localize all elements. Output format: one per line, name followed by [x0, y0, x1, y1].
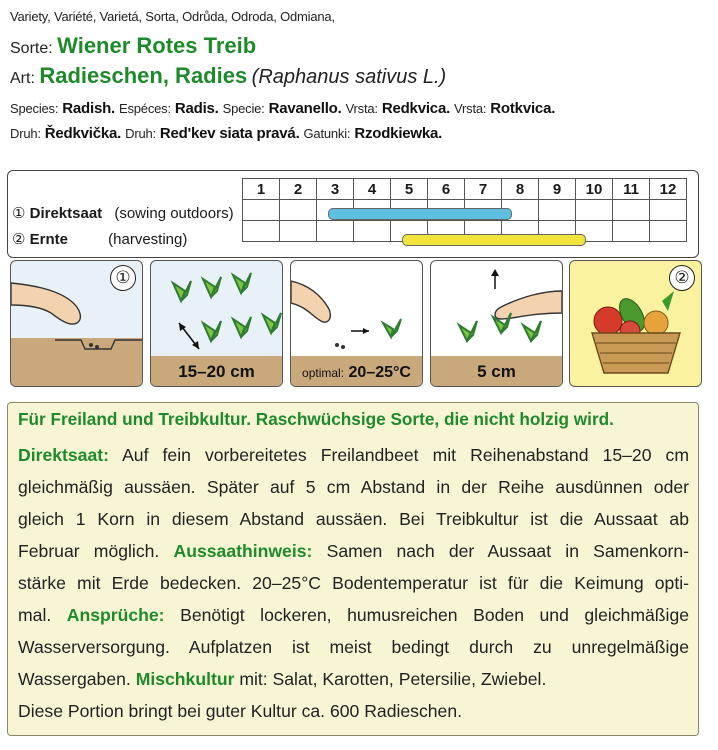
druh-value: Rzodkiewka.	[354, 125, 443, 142]
species-value: Radis.	[174, 100, 219, 117]
druh-line	[10, 125, 442, 142]
description-line: gleichmäßig aussäen. Später auf 5 cm Abstand in der Reihe ausdünnen oder	[18, 477, 689, 497]
step-harvest-panel	[569, 260, 702, 387]
art-latin: (Raphanus sativus L.)	[251, 66, 447, 88]
art-value: Radieschen, Radies	[39, 63, 248, 88]
row-name: Direktsaat	[29, 205, 103, 222]
species-line	[10, 100, 555, 117]
description-line: Diese Portion bringt bei guter Kultur ca. 600 Radieschen.	[18, 701, 463, 721]
section-label-direktsaat: Direktsaat:	[18, 445, 109, 465]
thinning-caption: 5 cm	[477, 362, 516, 381]
month-header-row	[243, 179, 687, 200]
sowing-calendar	[7, 170, 699, 258]
sorte-value: Wiener Rotes Treib	[57, 33, 257, 58]
section-label-mischkultur: Mischkultur	[135, 669, 235, 689]
harvest-row-label	[12, 230, 187, 248]
druh-label: Druh:	[10, 126, 41, 141]
row-note: (harvesting)	[108, 231, 188, 248]
sorte-line	[10, 33, 256, 59]
druh-value: Ředkvička.	[44, 125, 122, 142]
variety-languages: Variety, Variété, Varietá, Sorta, Odrůda, Odroda, Odmiana,	[10, 9, 335, 24]
step-thinning-panel	[430, 260, 563, 387]
section-label-aussaathinweis: Aussaathinweis:	[173, 541, 313, 561]
row-name: Ernte	[29, 231, 68, 248]
section-label-ansprueche: Ansprüche:	[66, 605, 165, 625]
druh-label: Druh:	[125, 126, 156, 141]
month-cell: 12	[650, 179, 687, 200]
druh-value: Red'kev siata pravá.	[159, 125, 300, 142]
row-note: (sowing outdoors)	[114, 205, 234, 222]
row-number: ②	[12, 231, 26, 248]
temperature-value: 20–25°C	[348, 364, 411, 381]
step-temperature-panel	[290, 260, 423, 387]
spacing-caption: 15–20 cm	[178, 362, 255, 381]
species-value: Radish.	[62, 100, 116, 117]
description-line: stärke mit Erde bedecken. 20–25°C Bodentemperatur ist für die Keimung opti-	[18, 573, 689, 593]
step-sowing-panel	[10, 260, 143, 387]
row-number: ①	[12, 205, 26, 222]
month-cell: 11	[613, 179, 650, 200]
month-cell: 5	[391, 179, 428, 200]
month-cell: 10	[576, 179, 613, 200]
description-headline: Für Freiland und Treibkultur. Raschwüchsige Sorte, die nicht holzig wird.	[18, 409, 614, 429]
sorte-label: Sorte:	[10, 40, 53, 57]
sowing-row-label	[12, 204, 234, 222]
month-cell: 1	[243, 179, 280, 200]
species-label: Vrsta:	[454, 101, 487, 116]
month-cell: 3	[317, 179, 354, 200]
month-cell: 4	[354, 179, 391, 200]
art-label: Art:	[10, 70, 35, 87]
month-cell: 8	[502, 179, 539, 200]
species-label: Specie:	[222, 101, 265, 116]
harvest-period-bar	[402, 234, 586, 246]
species-label: Espéces:	[118, 101, 171, 116]
month-cell: 9	[539, 179, 576, 200]
description-line: Februar möglich. Aussaathinweis: Samen nach der Aussaat in Samenkorn-	[18, 541, 690, 561]
month-cell: 2	[280, 179, 317, 200]
sowing-period-bar	[328, 208, 512, 220]
druh-label: Gatunki:	[303, 126, 351, 141]
description-line: mal. Ansprüche: Benötigt lockeren, humusreichen Boden und gleichmäßige	[18, 605, 690, 625]
species-value: Rotkvica.	[490, 100, 556, 117]
month-cell: 6	[428, 179, 465, 200]
description-line: Direktsaat: Auf fein vorbereitetes Freilandbeet mit Reihenabstand 15–20 cm	[18, 445, 689, 465]
step-two-badge: ②	[669, 265, 695, 291]
species-value: Redkvica.	[381, 100, 451, 117]
description-line: Wassergaben. Mischkultur mit: Salat, Karotten, Petersilie, Zwiebel.	[18, 669, 547, 689]
step-spacing-panel	[150, 260, 283, 387]
species-label: Vrsta:	[345, 101, 378, 116]
art-line	[10, 63, 446, 89]
species-value: Ravanello.	[268, 100, 342, 117]
temperature-caption	[291, 364, 422, 382]
month-cell: 7	[465, 179, 502, 200]
species-label: Species:	[10, 101, 59, 116]
temperature-prefix: optimal:	[302, 366, 345, 380]
description-box	[7, 402, 699, 736]
description-line: Wasserversorgung. Aufplatzen ist meist bedingt durch zu unregelmäßige	[18, 637, 689, 657]
description-line: gleich 1 Korn in diesem Abstand aussäen. Bei Treibkultur ist die Aussaat ab	[18, 509, 689, 529]
step-one-badge: ①	[110, 265, 136, 291]
